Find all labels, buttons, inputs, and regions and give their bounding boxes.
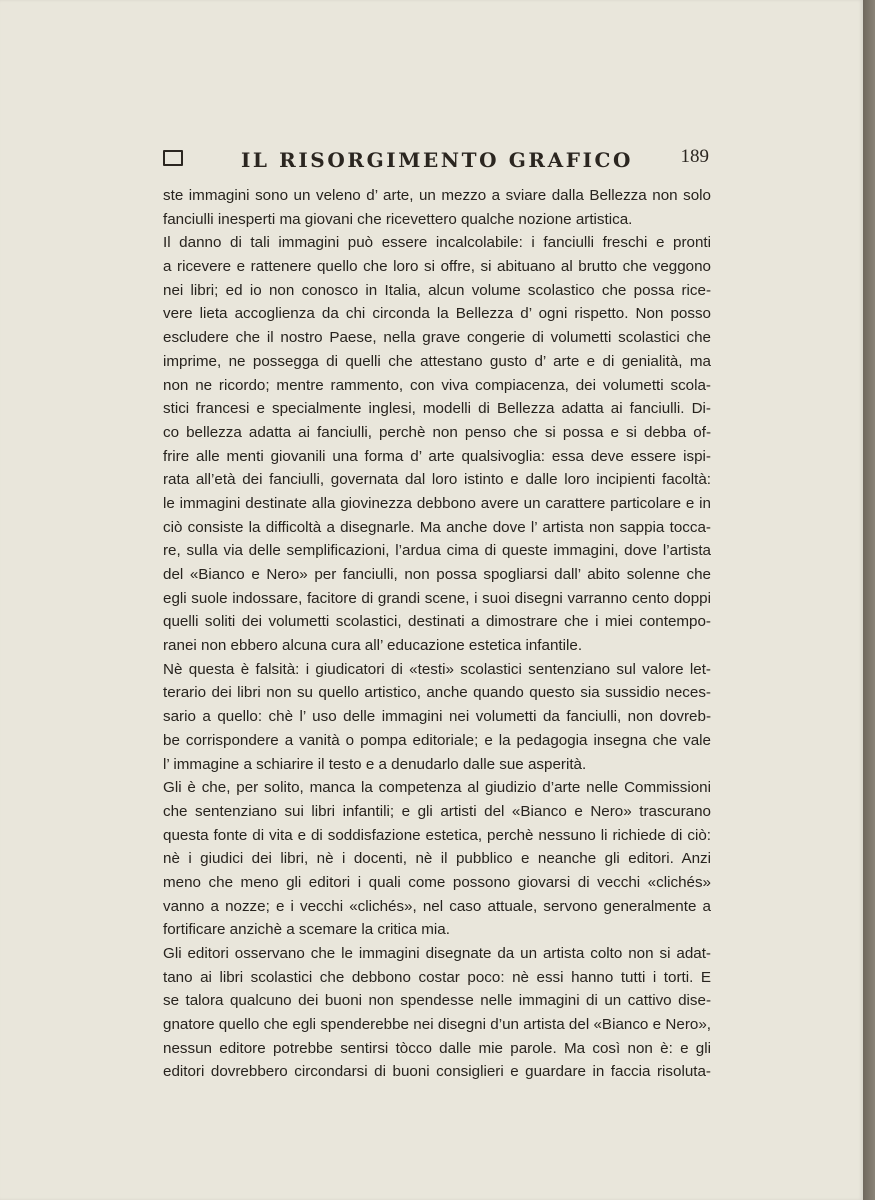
text-line: del «Bianco e Nero» per fanciulli, non possa spogliarsi dall’ abito solenne che	[163, 566, 711, 583]
text-line: se talora qualcuno dei buoni non spendesse nelle immagini di un cattivo dise-	[163, 992, 711, 1010]
text-line: escludere che il nostro Paese, nella grave congerie di volumetti scolastici che	[163, 329, 711, 347]
text-line: che sentenziano sui libri infantili; e gli artisti del «Bianco e Nero» trascurano	[163, 802, 711, 820]
text-line: meno che meno gli editori i quali come possono giovarsi di vecchi «clichés»	[163, 873, 711, 891]
text-line: ste immagini sono un veleno d’ arte, un mezzo a sviare dalla Bellezza non solo	[163, 187, 711, 204]
text-line: re, sulla via delle semplificazioni, l’ardua cima di queste immagini, dove l’artista	[163, 542, 711, 560]
text-line: Gli è che, per solito, manca la competenza al giudizio d’arte nelle Commissioni	[163, 779, 711, 797]
text-line: be corrispondere a vanità o pompa editoriale; e la pedagogia insegna che vale	[163, 731, 711, 749]
text-line: quelli soliti dei volumetti scolastici, destinati a dimostrare che i miei contempo-	[163, 613, 711, 631]
text-line: co bellezza adatta ai fanciulli, perchè non penso che si possa e si debba of-	[163, 423, 711, 441]
text-line: nei libri; ed io non conosco in Italia, alcun volume scolastico che possa rice-	[163, 281, 711, 299]
text-line: gnatore quello che egli spenderebbe nei disegni d’un artista del «Bianco e Nero»,	[163, 1016, 711, 1034]
text-line: le immagini destinate alla giovinezza debbono avere un carattere particolare e in	[163, 494, 711, 512]
text-line: a ricevere e rattenere quello che loro si offre, si abituano al brutto che veggono	[163, 258, 711, 276]
running-title: IL RISORGIMENTO GRAFICO	[240, 148, 634, 172]
text-line: Nè questa è falsità: i giudicatori di «testi» scolastici sentenziano sul valore let-	[163, 660, 711, 678]
body-text	[163, 184, 711, 1084]
text-line: Gli editori osservano che le immagini disegnate da un artista colto non si adat-	[163, 945, 711, 962]
text-line: ciò consiste la difficoltà a disegnarle. Ma anche dove l’ artista non sappia tocca-	[163, 518, 711, 536]
text-line: l’ immagine a schiarire il testo e a denudarlo dalle sue asperità.	[163, 755, 587, 773]
text-line: Il danno di tali immagini può essere incalcolabile: i fanciulli freschi e pronti	[163, 234, 711, 252]
text-line: editori dovrebbero circondarsi di buoni consiglieri e guardare in faccia risoluta-	[163, 1063, 711, 1081]
text-line: vere lieta accoglienza da chi circonda la Bellezza d’ ogni rispetto. Non posso	[163, 305, 711, 323]
text-line: non ne ricordo; mentre rammento, con viva compiacenza, dei volumetti scola-	[163, 376, 711, 394]
text-line: stici francesi e specialmente inglesi, modelli di Bellezza adatta ai fanciulli. Di-	[163, 400, 711, 418]
page-header	[163, 146, 711, 176]
text-line: terario dei libri non su quello artistico, anche quando questo sia sussidio neces-	[163, 684, 711, 702]
text-line: sario a quello: chè l’ uso delle immagini nei volumetti da fanciulli, non dovreb-	[163, 708, 711, 726]
text-line: tano ai libri scolastici che debbono costar poco: nè essi hanno tutti i torti. E	[163, 968, 711, 986]
text-line: nessun editore potrebbe sentirsi tòcco dalle mie parole. Ma così non è: e gli	[163, 1039, 711, 1057]
text-line: questa fonte di vita e di soddisfazione estetica, perchè nessuno li richiede di ciò:	[163, 826, 711, 844]
text-line: rata all’età dei fanciulli, governata dal loro istinto e dalle loro incipienti facoltà:	[163, 471, 711, 489]
text-line: frire alle menti giovanili una forma d’ arte qualsivoglia: essa deve essere ispi-	[163, 447, 711, 465]
text-line: imprime, ne possegga di quelli che attestano gusto d’ arte e di genialità, ma	[163, 352, 711, 370]
text-line: fortificare anzichè a scemare la critica mia.	[163, 921, 450, 939]
text-line: vanno a nozze; e i vecchi «clichés», nel caso attuale, servono generalmente a	[163, 897, 711, 915]
text-line: nè i giudici dei libri, nè i docenti, nè il pubblico e neanche gli editori. Anzi	[163, 850, 711, 868]
page-number: 189	[680, 146, 709, 167]
text-line: ranei non ebbero alcuna cura all’ educazione estetica infantile.	[163, 637, 583, 655]
page-edge	[863, 0, 875, 1200]
text-line: fanciulli inesperti ma giovani che ricevettero qualche nozione artistica.	[163, 210, 633, 228]
text-line: egli suole indossare, facitore di grandi scene, i suoi disegni varranno cento doppi	[163, 589, 711, 607]
